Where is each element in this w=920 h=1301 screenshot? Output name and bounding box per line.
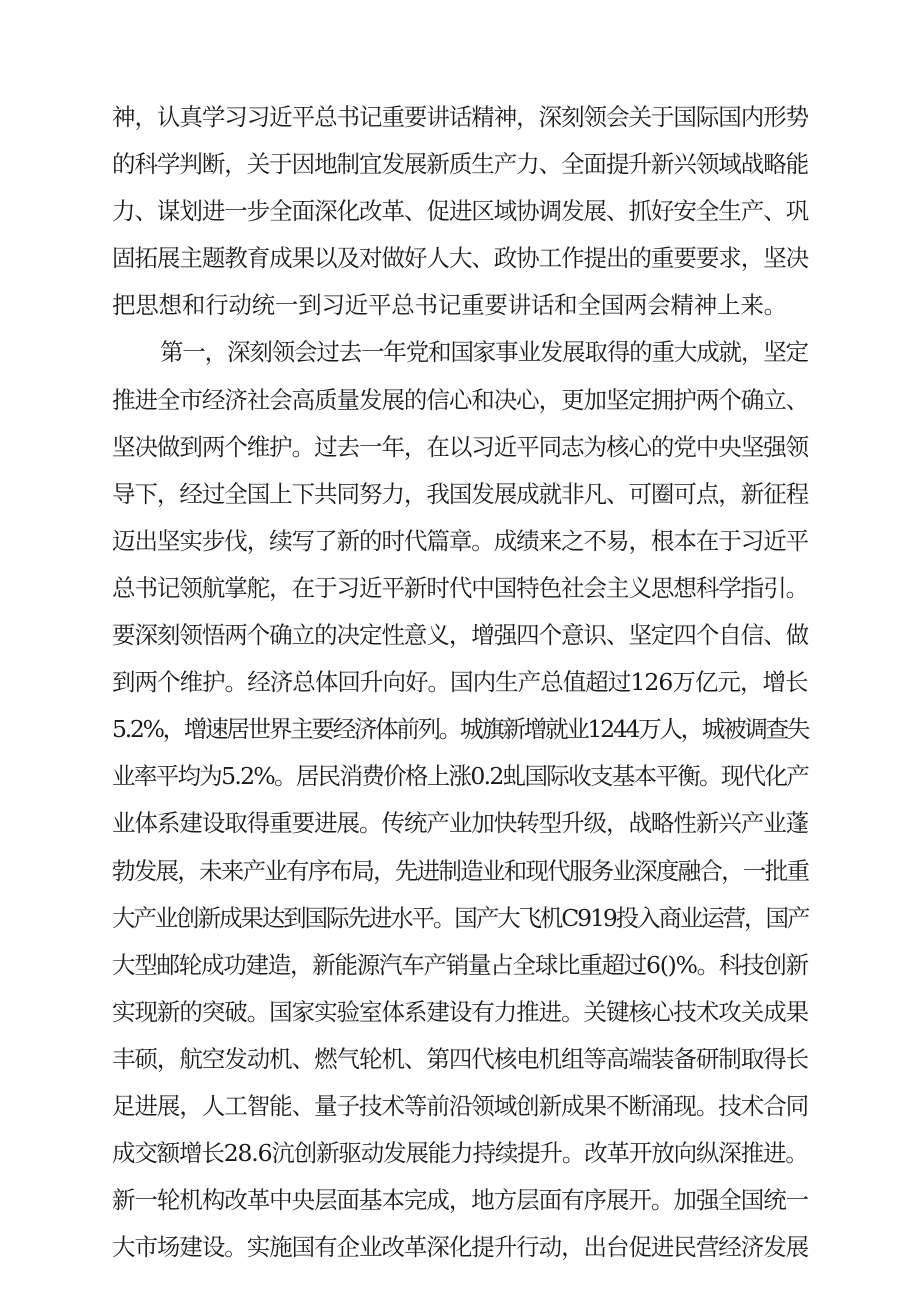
text-line: 总书记领航掌舵，在于习近平新时代中国特色社会主义思想科学指引。 <box>112 573 809 602</box>
text-line: 业体系建设取得重要进展。传统产业加快转型升级，战略性新兴产业蓬 <box>112 809 809 838</box>
text-line: 固拓展主题教育成果以及对做好人大、政协工作提出的重要要求，坚决 <box>112 244 809 273</box>
text-line: 神，认真学习习近平总书记重要讲话精神，深刻领会关于国际国内形势 <box>112 103 809 131</box>
text-line: 大市场建设。实施国有企业改革深化提升行动，出台促进民营经济发展 <box>112 1233 809 1262</box>
paragraph-first-line: 第一，深刻领会过去一年党和国家事业发展取得的重大成就，坚定 <box>160 338 808 367</box>
text-line: 丰硕，航空发动机、燃气轮机、第四代核电机组等高端装备研制取得长 <box>112 1044 809 1073</box>
text-line: 要深刻领悟两个确立的决定性意义，增强四个意识、坚定四个自信、做 <box>112 621 809 650</box>
text-line: 勃发展，未来产业有序布局，先进制造业和现代服务业深度融合，一批重 <box>112 856 809 885</box>
text-line: 大产业创新成果达到国际先进水平。国产大飞机C919投入商业运营，国产 <box>112 903 809 932</box>
text-line: 成交额增长28.6沆创新驱动发展能力持续提升。改革开放向纵深推进。 <box>112 1139 808 1168</box>
text-line: 力、谋划进一步全面深化改革、促进区域协调发展、抓好安全生产、巩 <box>112 197 809 226</box>
text-line: 的科学判断，关于因地制宜发展新质生产力、全面提升新兴领域战略能 <box>112 150 809 179</box>
text-line: 足进展，人工智能、量子技术等前沿领域创新成果不断涌现。技术合同 <box>112 1091 809 1120</box>
text-line: 推进全市经济社会高质量发展的信心和决心，更加坚定拥护两个确立、 <box>112 385 809 414</box>
text-line: 导下，经过全国上下共同努力，我国发展成就非凡、可圈可点，新征程 <box>112 479 809 508</box>
text-line: 实现新的突破。国家实验室体系建设有力推进。关键核心技术攻关成果 <box>112 997 809 1026</box>
text-line: 大型邮轮成功建造，新能源汽车产销量占全球比重超过6()%。科技创新 <box>112 950 808 979</box>
text-line: 新一轮机构改革中央层面基本完成，地方层面有序展开。加强全国统一 <box>112 1186 809 1215</box>
text-line: 业率平均为5.2%。居民消费价格上涨0.2虬国际收支基本平衡。现代化产 <box>112 762 809 791</box>
document-body <box>112 94 832 1271</box>
text-line: 5.2%，增速居世界主要经济体前列。城旗新增就业1244万人，城被调查失 <box>112 715 809 744</box>
text-line: 迈出坚实步伐，续写了新的时代篇章。成绩来之不易，根本在于习近平 <box>112 526 809 555</box>
text-line: 把思想和行动统一到习近平总书记重要讲话和全国两会精神上来。 <box>112 291 787 320</box>
text-line: 坚决做到两个维护。过去一年，在以习近平同志为核心的党中央坚强领 <box>112 432 809 461</box>
text-line: 到两个维护。经济总体回升向好。国内生产总值超过126万亿元，增长 <box>112 668 808 697</box>
